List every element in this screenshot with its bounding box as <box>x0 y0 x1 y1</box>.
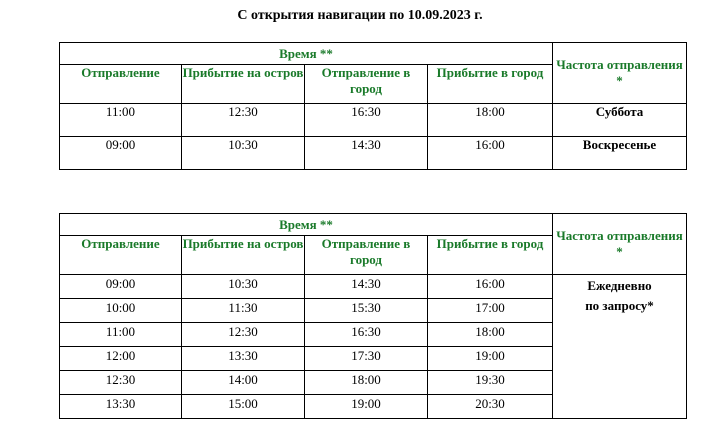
column-header-arrival-island: Прибытие на остров <box>182 65 305 104</box>
departure-time: 13:30 <box>60 395 182 419</box>
frequency-line-on-request: по запросу* <box>585 298 654 313</box>
frequency-value: Суббота <box>553 104 687 137</box>
departure-time: 10:00 <box>60 299 182 323</box>
departure-time: 12:00 <box>60 347 182 371</box>
column-header-departure: Отправление <box>60 65 182 104</box>
column-header-departure: Отправление <box>60 236 182 275</box>
arrival-island-time: 12:30 <box>182 323 305 347</box>
frequency-header: Частота отправления * <box>553 43 687 104</box>
table-row <box>60 275 687 299</box>
departure-city-time: 19:00 <box>305 395 428 419</box>
page-title: С открытия навигации по 10.09.2023 г. <box>237 8 483 23</box>
column-header-departure-city: Отправление в город <box>305 65 428 104</box>
column-header-departure-city: Отправление в город <box>305 236 428 275</box>
arrival-island-time: 10:30 <box>182 137 305 170</box>
arrival-island-time: 10:30 <box>182 275 305 299</box>
arrival-city-time: 18:00 <box>428 104 553 137</box>
arrival-island-time: 15:00 <box>182 395 305 419</box>
arrival-city-time: 18:00 <box>428 323 553 347</box>
arrival-island-time: 14:00 <box>182 371 305 395</box>
departure-city-time: 16:30 <box>305 104 428 137</box>
schedule-table-weekend <box>59 42 687 170</box>
schedule-table-daily <box>59 213 687 419</box>
departure-city-time: 15:30 <box>305 299 428 323</box>
column-header-arrival-island: Прибытие на остров <box>182 236 305 275</box>
departure-time: 11:00 <box>60 104 182 137</box>
arrival-island-time: 12:30 <box>182 104 305 137</box>
table-row <box>60 137 687 170</box>
arrival-city-time: 19:30 <box>428 371 553 395</box>
arrival-island-time: 11:30 <box>182 299 305 323</box>
departure-city-time: 18:00 <box>305 371 428 395</box>
departure-city-time: 17:30 <box>305 347 428 371</box>
arrival-city-time: 16:00 <box>428 275 553 299</box>
frequency-value <box>553 275 687 419</box>
column-header-arrival-city: Прибытие в город <box>428 65 553 104</box>
arrival-city-time: 16:00 <box>428 137 553 170</box>
departure-time: 12:30 <box>60 371 182 395</box>
time-header: Время ** <box>60 43 553 65</box>
departure-time: 11:00 <box>60 323 182 347</box>
departure-time: 09:00 <box>60 137 182 170</box>
frequency-header: Частота отправления * <box>553 214 687 275</box>
arrival-island-time: 13:30 <box>182 347 305 371</box>
table-row <box>60 104 687 137</box>
arrival-city-time: 19:00 <box>428 347 553 371</box>
departure-city-time: 14:30 <box>305 137 428 170</box>
time-header: Время ** <box>60 214 553 236</box>
arrival-city-time: 20:30 <box>428 395 553 419</box>
arrival-city-time: 17:00 <box>428 299 553 323</box>
column-header-arrival-city: Прибытие в город <box>428 236 553 275</box>
frequency-line-daily: Ежедневно <box>587 278 652 293</box>
departure-city-time: 14:30 <box>305 275 428 299</box>
departure-city-time: 16:30 <box>305 323 428 347</box>
departure-time: 09:00 <box>60 275 182 299</box>
frequency-value: Воскресенье <box>553 137 687 170</box>
